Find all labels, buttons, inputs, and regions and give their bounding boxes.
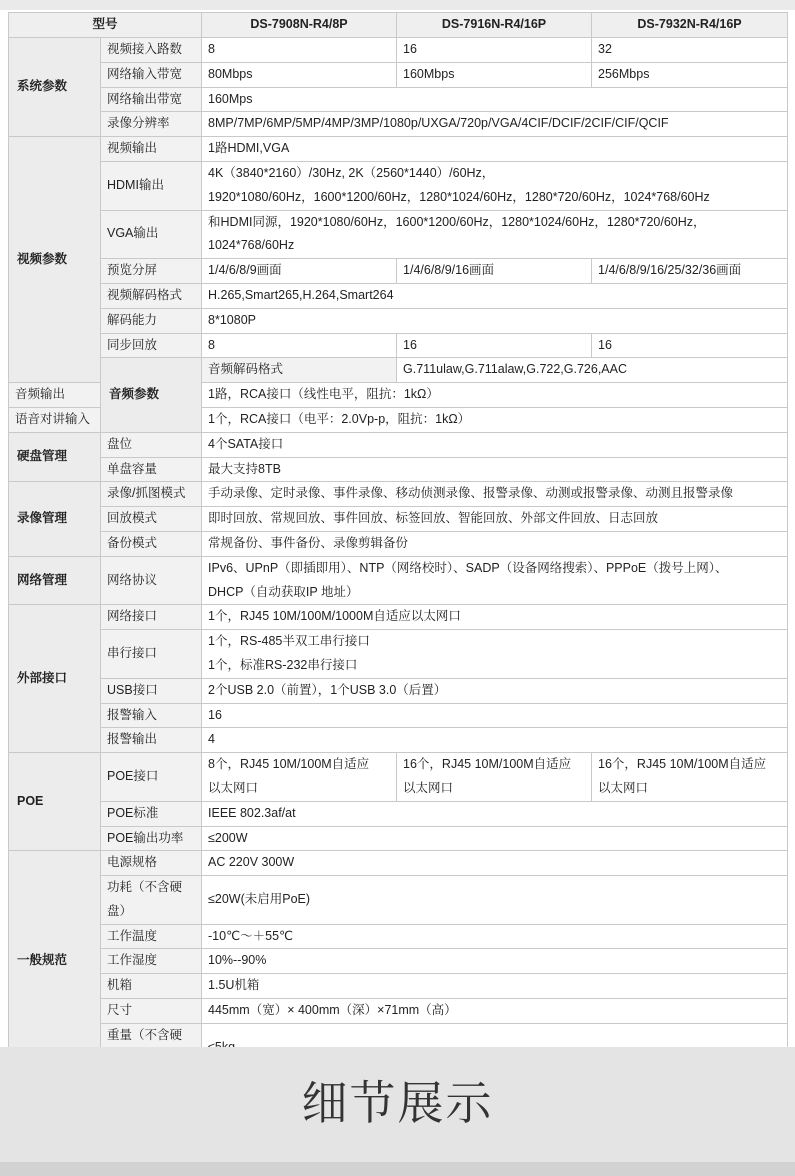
category-external: 外部接口: [9, 605, 101, 753]
row-label: HDMI输出: [101, 161, 202, 210]
cell-value: H.265,Smart265,H.264,Smart264: [202, 283, 788, 308]
table-row: [9, 457, 788, 482]
row-label: POE标准: [101, 801, 202, 826]
cell-value: 1路HDMI,VGA: [202, 137, 788, 162]
spec-table: [8, 12, 788, 1072]
table-row: [9, 358, 788, 383]
cell-value: 16: [202, 703, 788, 728]
line: 16个，RJ45 10M/100M自适应: [403, 757, 572, 772]
row-label: 报警输出: [101, 728, 202, 753]
cell-value: 手动录像、定时录像、事件录像、移动侦测录像、报警录像、动测或报警录像、动测且报警录像: [202, 482, 788, 507]
cell-value: 1路，RCA接口（线性电平，阻抗：1kΩ）: [202, 383, 788, 408]
detail-banner: [0, 1047, 795, 1176]
table-row: [9, 826, 788, 851]
table-row: [9, 210, 788, 259]
line: 1个，RS-485半双工串行接口: [208, 634, 370, 649]
cell-value: 1/4/6/8/9/16画面: [397, 259, 592, 284]
row-label: 报警输入: [101, 703, 202, 728]
cell-value-multiline: [202, 210, 788, 259]
table-row: [9, 137, 788, 162]
cell-value: AC 220V 300W: [202, 851, 788, 876]
detail-title: 细节展示: [301, 1077, 494, 1129]
row-label: 工作湿度: [101, 949, 202, 974]
row-label: 备份模式: [101, 531, 202, 556]
table-row: [9, 112, 788, 137]
cell-value: 16: [592, 333, 788, 358]
cell-value: 32: [592, 38, 788, 63]
model-1-header: DS-7908N-R4/8P: [202, 13, 397, 38]
row-label: 视频解码格式: [101, 283, 202, 308]
cell-value: 10%--90%: [202, 949, 788, 974]
line: 以太网口: [598, 780, 649, 795]
model-2-header: DS-7916N-R4/16P: [397, 13, 592, 38]
cell-value: 256Mbps: [592, 62, 788, 87]
cell-value-multiline: [202, 161, 788, 210]
category-record: 录像管理: [9, 482, 101, 556]
category-audio: 音频参数: [101, 358, 202, 432]
cell-value: 16: [397, 333, 592, 358]
row-label: 语音对讲输入: [9, 407, 101, 432]
line: 1个，标准RS-232串行接口: [208, 657, 358, 672]
table-row: [9, 333, 788, 358]
cell-value-multiline: [202, 630, 788, 679]
cell-value: 8: [202, 333, 397, 358]
table-row: [9, 38, 788, 63]
row-label: 机箱: [101, 974, 202, 999]
cell-value: 1个，RJ45 10M/100M/1000M自适应以太网口: [202, 605, 788, 630]
table-row: [9, 728, 788, 753]
cell-value-multiline: [202, 753, 397, 802]
table-row: [9, 161, 788, 210]
cell-value: ≤200W: [202, 826, 788, 851]
table-row: [9, 605, 788, 630]
cell-value: 8MP/7MP/6MP/5MP/4MP/3MP/1080p/UXGA/720p/VGA/4CIF/DCIF/2CIF/CIF/QCIF: [202, 112, 788, 137]
row-label: POE接口: [101, 753, 202, 802]
cell-value: 445mm（宽）× 400mm（深）×71mm（高）: [202, 999, 788, 1024]
banner-bottom-strip: [0, 1162, 795, 1176]
cell-value: 1个，RCA接口（电平：2.0Vp-p，阻抗：1kΩ）: [202, 407, 788, 432]
cell-value-multiline: [592, 753, 788, 802]
cell-value: 1.5U机箱: [202, 974, 788, 999]
line: 4K（3840*2160）/30Hz, 2K（2560*1440）/60Hz，: [208, 165, 495, 180]
cell-value: 2个USB 2.0（前置），1个USB 3.0（后置）: [202, 678, 788, 703]
row-label: 录像分辨率: [101, 112, 202, 137]
cell-value: 8*1080P: [202, 308, 788, 333]
line: DHCP（自动获取IP 地址）: [208, 584, 359, 599]
cell-value: 16: [397, 38, 592, 63]
table-row: [9, 801, 788, 826]
table-row: [9, 678, 788, 703]
category-network: 网络管理: [9, 556, 101, 605]
table-row: [9, 703, 788, 728]
row-label: 盘位: [101, 432, 202, 457]
header-row: [9, 13, 788, 38]
line: 重量（不含硬: [107, 1027, 183, 1042]
cell-value: 4个SATA接口: [202, 432, 788, 457]
category-general: 一般规范: [9, 851, 101, 1072]
cell-value: 1/4/6/8/9画面: [202, 259, 397, 284]
cell-value: G.711ulaw,G.711alaw,G.722,G.726,AAC: [397, 358, 788, 383]
row-label: 解码能力: [101, 308, 202, 333]
table-row: [9, 851, 788, 876]
row-label: 单盘容量: [101, 457, 202, 482]
table-row: [9, 974, 788, 999]
row-label: 工作温度: [101, 924, 202, 949]
table-row: [9, 62, 788, 87]
row-label: 网络输出带宽: [101, 87, 202, 112]
category-system: 系统参数: [9, 38, 101, 137]
cell-value: 8: [202, 38, 397, 63]
line: 8个，RJ45 10M/100M自适应: [208, 757, 370, 772]
category-video: 视频参数: [9, 137, 101, 383]
table-row: [9, 556, 788, 605]
row-label: 同步回放: [101, 333, 202, 358]
row-label: 网络接口: [101, 605, 202, 630]
table-row: [9, 308, 788, 333]
table-row: [9, 531, 788, 556]
row-label-multiline: [101, 876, 202, 925]
row-label: USB接口: [101, 678, 202, 703]
row-label: 音频解码格式: [202, 358, 397, 383]
line: 以太网口: [208, 780, 259, 795]
cell-value: IEEE 802.3af/at: [202, 801, 788, 826]
table-row: [9, 949, 788, 974]
cell-value: 4: [202, 728, 788, 753]
line: 和HDMI同源，1920*1080/60Hz，1600*1200/60Hz，1280*1024/60Hz，1280*720/60Hz，: [208, 214, 706, 229]
table-row: [9, 482, 788, 507]
row-label: 视频输出: [101, 137, 202, 162]
row-label: 尺寸: [101, 999, 202, 1024]
row-label: 回放模式: [101, 507, 202, 532]
table-row: [9, 753, 788, 802]
cell-value: 160Mbps: [397, 62, 592, 87]
table-row: [9, 87, 788, 112]
table-row: [9, 507, 788, 532]
row-label: 网络协议: [101, 556, 202, 605]
table-row: [9, 924, 788, 949]
row-label: 网络输入带宽: [101, 62, 202, 87]
top-divider-strip: [0, 0, 795, 10]
cell-value: -10℃～＋55℃: [202, 924, 788, 949]
table-row: [9, 999, 788, 1024]
table-row: [9, 432, 788, 457]
cell-value: 80Mbps: [202, 62, 397, 87]
cell-value-multiline: [202, 556, 788, 605]
line: 1920*1080/60Hz，1600*1200/60Hz，1280*1024/60Hz，1280*720/60Hz，1024*768/60Hz: [208, 189, 710, 204]
line: 1024*768/60Hz: [208, 238, 295, 253]
table-row: [9, 630, 788, 679]
line: 16个，RJ45 10M/100M自适应: [598, 757, 767, 772]
line: 以太网口: [403, 780, 454, 795]
model-header: 型号: [9, 13, 202, 38]
row-label: POE输出功率: [101, 826, 202, 851]
table-row: [9, 259, 788, 284]
row-label: 视频接入路数: [101, 38, 202, 63]
line: IPv6、UPnP（即插即用）、NTP（网络校时）、SADP（设备网络搜索）、PPPoE（拨号上网）、: [208, 560, 728, 575]
category-disk: 硬盘管理: [9, 432, 101, 482]
cell-value: 常规备份、事件备份、录像剪辑备份: [202, 531, 788, 556]
row-label: 录像/抓图模式: [101, 482, 202, 507]
table-row: [9, 876, 788, 925]
category-poe: POE: [9, 753, 101, 851]
row-label: 预览分屏: [101, 259, 202, 284]
line: 盘）: [107, 903, 133, 918]
line: 功耗（不含硬: [107, 880, 183, 895]
model-3-header: DS-7932N-R4/16P: [592, 13, 788, 38]
table-row: [9, 283, 788, 308]
cell-value: 即时回放、常规回放、事件回放、标签回放、智能回放、外部文件回放、日志回放: [202, 507, 788, 532]
cell-value: 最大支持8TB: [202, 457, 788, 482]
row-label: 电源规格: [101, 851, 202, 876]
row-label: VGA输出: [101, 210, 202, 259]
cell-value: 1/4/6/8/9/16/25/32/36画面: [592, 259, 788, 284]
cell-value: 160Mps: [202, 87, 788, 112]
cell-value: ≤20W(未启用PoE): [202, 876, 788, 925]
row-label: 音频输出: [9, 383, 101, 408]
row-label: 串行接口: [101, 630, 202, 679]
cell-value-multiline: [397, 753, 592, 802]
